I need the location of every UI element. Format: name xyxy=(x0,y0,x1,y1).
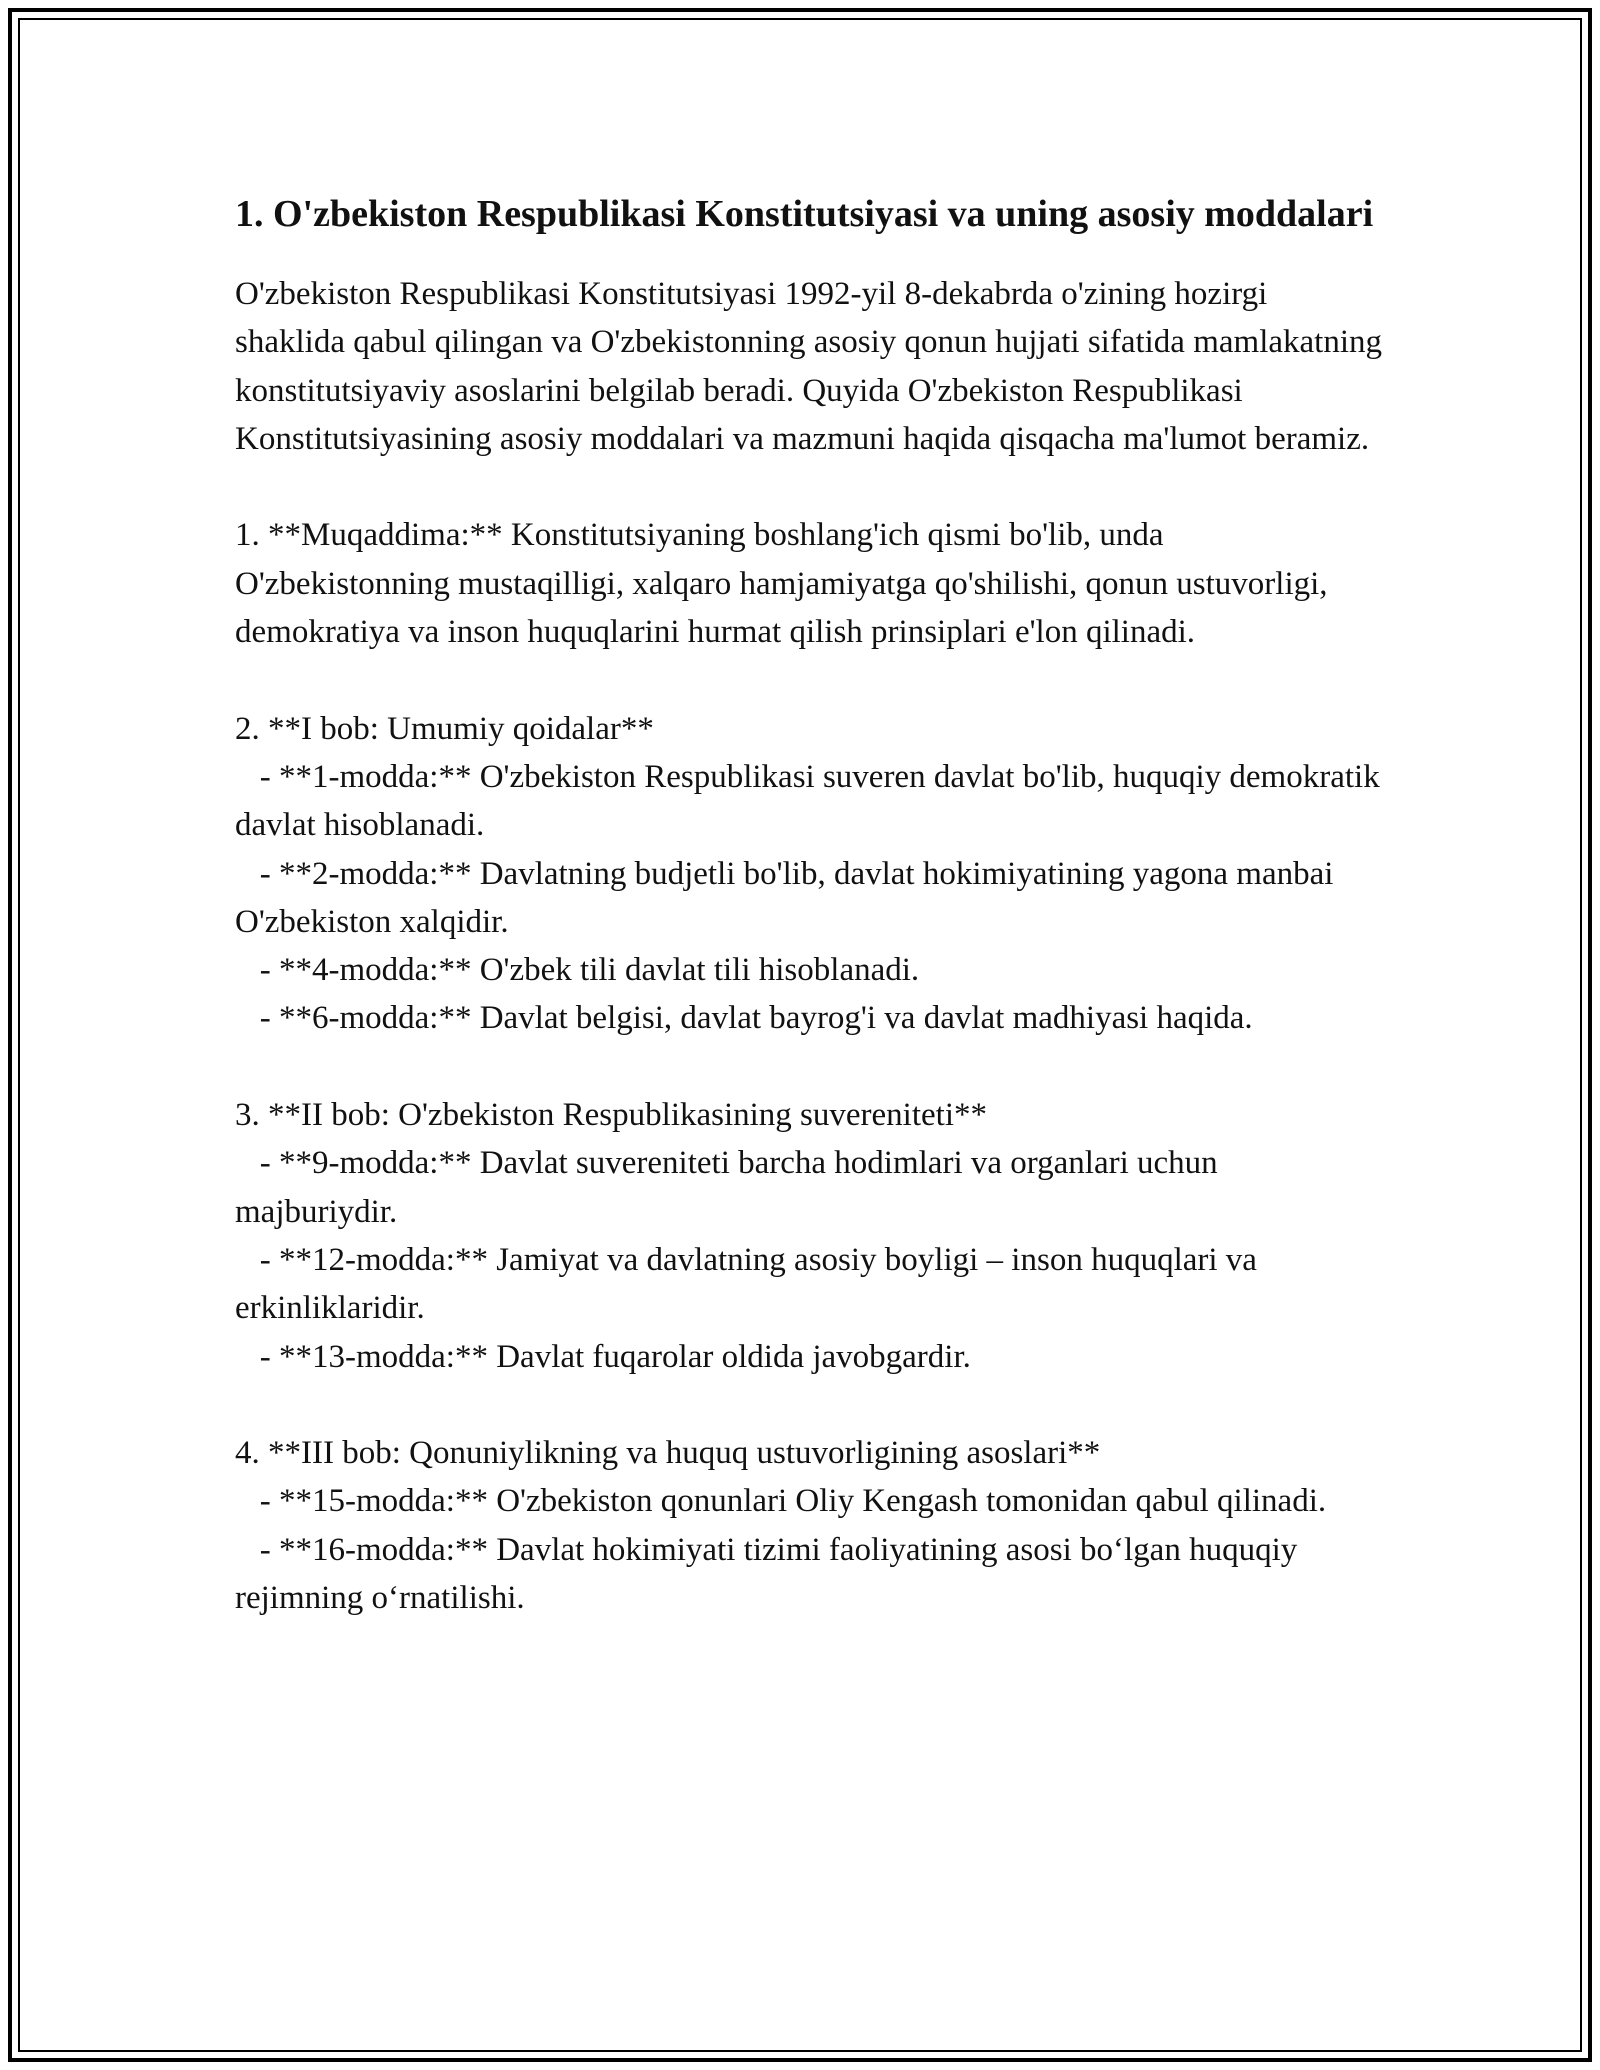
article-item: - **15-modda:** O'zbekiston qonunlari Oliy Kengash tomonidan qabul qilinadi. xyxy=(235,1483,1327,1520)
article-item: - **13-modda:** Davlat fuqarolar oldida javobgardir. xyxy=(235,1338,971,1375)
section-heading: 3. **II bob: O'zbekiston Respublikasining suvereniteti** xyxy=(235,1097,988,1134)
article-item: - **1-modda:** O'zbekiston Respublikasi suveren davlat bo'lib, huquqiy demokratik davlat hisoblanadi. xyxy=(235,758,1388,844)
section-heading: 2. **I bob: Umumiy qoidalar** xyxy=(235,710,654,747)
intro-paragraph: O'zbekiston Respublikasi Konstitutsiyasi 1992-yil 8-dekabrda o'zining hozirgi shaklida qabul qilingan va O'zbekistonning asosiy qonun hujjati sifatida mamlakatning konstitutsiyaviy asoslarini belgilab beradi. Quyida O'zbekiston Respublikasi Konstitutsiyasining asosiy moddalari va mazmuni haqida qisqacha ma'lumot beramiz. xyxy=(235,276,1391,457)
article-item: - **4-modda:** O'zbek tili davlat tili hisoblanadi. xyxy=(235,952,920,989)
section-2 xyxy=(235,705,1388,1043)
section-heading: 1. **Muqaddima:** Konstitutsiyaning boshlang'ich qismi bo'lib, unda O'zbekistonning mustaqilligi, xalqaro hamjamiyatga qo'shilishi, qonun ustuvorligi, demokratiya va inson huquqlarini hurmat qilish prinsiplari e'lon qilinadi. xyxy=(235,517,1336,651)
article-item: - **12-modda:** Jamiyat va davlatning asosiy boyligi – inson huquqlari va erkinliklaridir. xyxy=(235,1241,1266,1327)
section-heading: 4. **III bob: Qonuniylikning va huquq ustuvorligining asoslari** xyxy=(235,1435,1101,1472)
paragraph-gap xyxy=(235,463,1385,511)
paragraph-gap xyxy=(235,1381,1385,1429)
article-item: - **6-modda:** Davlat belgisi, davlat bayrog'i va davlat madhiyasi haqida. xyxy=(235,1000,1253,1037)
document-title: 1. O'zbekiston Respublikasi Konstitutsiyasi va uning asosiy moddalari xyxy=(235,193,1374,235)
paragraph-gap xyxy=(235,656,1385,704)
section-3 xyxy=(235,1091,1385,1381)
paragraph-gap xyxy=(235,1043,1385,1091)
section-1 xyxy=(235,511,1385,656)
document-body xyxy=(235,186,1391,1622)
article-item: - **16-modda:** Davlat hokimiyati tizimi faoliyatining asosi bo‘lgan huquqiy rejimning o‘rnatilishi. xyxy=(235,1531,1306,1617)
article-item: - **2-modda:** Davlatning budjetli bo'lib, davlat hokimiyatining yagona manbai O'zbekiston xalqidir. xyxy=(235,855,1342,940)
section-4 xyxy=(235,1429,1385,1622)
article-item: - **9-modda:** Davlat suvereniteti barcha hodimlari va organlari uchun majburiydir. xyxy=(235,1145,1226,1230)
